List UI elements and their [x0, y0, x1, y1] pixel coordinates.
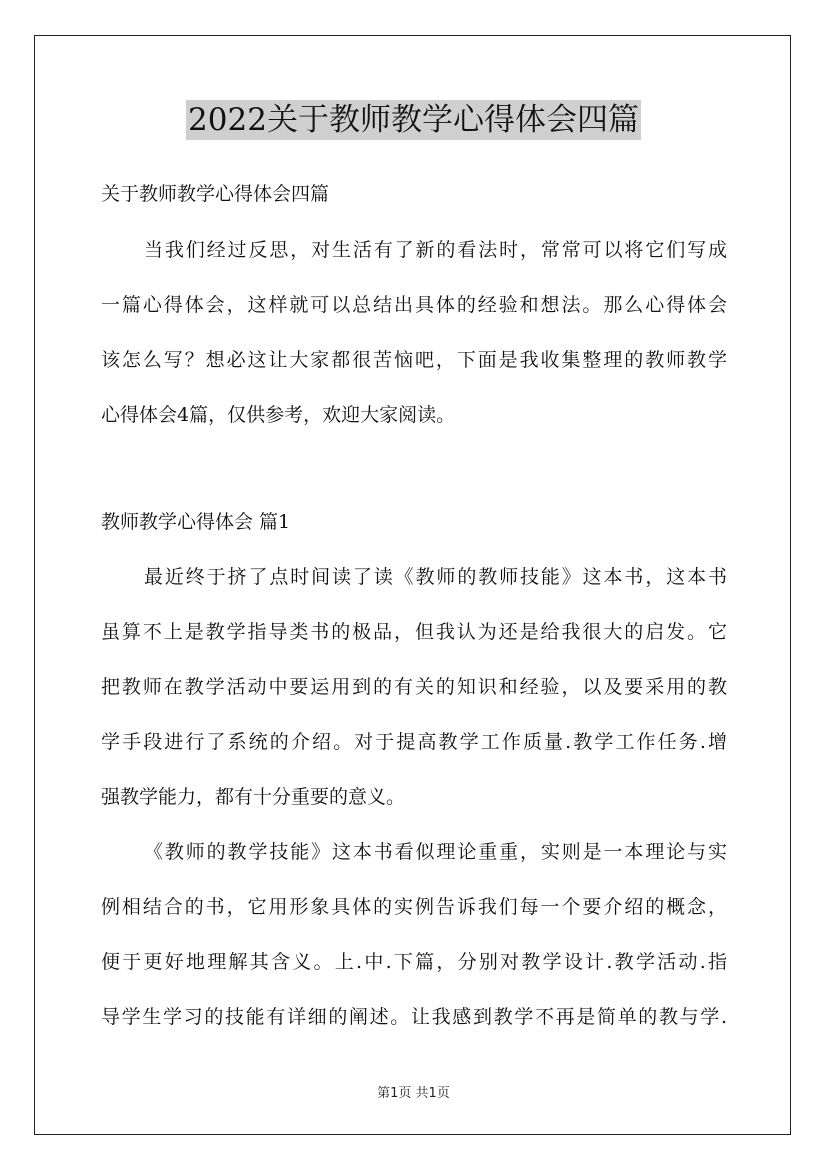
- text-line: 学手段进行了系统的介绍。对于提高教学工作质量.教学工作任务.增: [101, 731, 727, 753]
- paragraph-1: [101, 559, 727, 834]
- section-heading: 教师教学心得体会 篇1: [101, 511, 291, 533]
- text-line: 心得体会4篇，仅供参考，欢迎大家阅读。: [101, 404, 456, 426]
- text-line: 便于更好地理解其含义。上.中.下篇，分别对教学设计.教学活动.指: [101, 951, 727, 973]
- paragraph-2: [101, 834, 727, 1054]
- document-body: [101, 176, 727, 1054]
- intro-paragraph: [101, 232, 727, 452]
- text-line: 该怎么写？想必这让大家都很苦恼吧，下面是我收集整理的教师教学: [101, 349, 727, 371]
- text-line: 虽算不上是教学指导类书的极品，但我认为还是给我很大的启发。它: [101, 621, 727, 643]
- text-line: 强教学能力，都有十分重要的意义。: [101, 786, 406, 808]
- document-subtitle: 关于教师教学心得体会四篇: [101, 183, 330, 205]
- text-line: 当我们经过反思，对生活有了新的看法时，常常可以将它们写成: [144, 239, 727, 261]
- document-title: 2022关于教师教学心得体会四篇: [188, 102, 639, 138]
- text-line: 《教师的教学技能》这本书看似理论重重，实则是一本理论与实: [144, 841, 727, 863]
- title-container: [0, 100, 827, 140]
- text-line: 把教师在教学活动中要运用到的有关的知识和经验，以及要采用的教: [101, 676, 727, 698]
- text-line: 最近终于挤了点时间读了读《教师的教师技能》这本书，这本书: [144, 566, 727, 588]
- page-footer: 第1页 共1页: [377, 1086, 450, 1101]
- text-line: 一篇心得体会，这样就可以总结出具体的经验和想法。那么心得体会: [101, 294, 727, 316]
- text-line: 导学生学习的技能有详细的阐述。让我感到教学不再是简单的教与学.: [101, 1006, 727, 1028]
- text-line: 例相结合的书，它用形象具体的实例告诉我们每一个要介绍的概念，: [101, 896, 727, 918]
